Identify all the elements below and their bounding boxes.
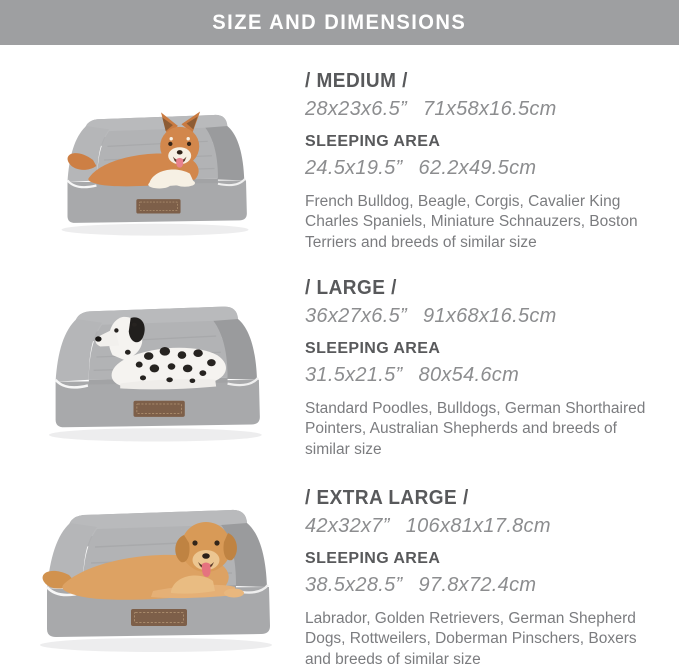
sleeping-cm: 80x54.6cm: [418, 364, 520, 386]
size-section-medium: [0, 45, 679, 250]
sleeping-inches: 24.5x19.5”: [305, 157, 403, 179]
dimensions-inches: 42x32x7”: [305, 515, 390, 537]
overall-dimensions-medium: [305, 98, 665, 121]
sleeping-dimensions-large: [305, 364, 665, 387]
shiba-on-bed-illustration: [25, 75, 280, 245]
breed-list-extra-large: Labrador, Golden Retrievers, German Shepherd Dogs, Rottweilers, Doberman Pinschers, Boxers and breeds of similar size: [305, 610, 637, 668]
extra-large-bed-photo: [0, 455, 305, 645]
page-title: SIZE AND DIMENSIONS: [212, 10, 467, 34]
large-bed-photo: [0, 250, 305, 455]
sleeping-cm: 62.2x49.5cm: [418, 157, 537, 179]
sleeping-inches: 38.5x28.5”: [305, 574, 403, 596]
sleeping-inches: 31.5x21.5”: [305, 364, 403, 386]
sleeping-cm: 97.8x72.4cm: [418, 574, 537, 596]
overall-dimensions-large: [305, 305, 665, 328]
dimensions-inches: 36x27x6.5”: [305, 305, 407, 327]
header-banner: [0, 0, 679, 45]
sleeping-area-label-extra-large: SLEEPING AREA: [305, 550, 441, 567]
dimensions-cm: 106x81x17.8cm: [405, 515, 551, 537]
brand-tag: [136, 199, 180, 213]
sleeping-dimensions-medium: [305, 157, 665, 180]
medium-size-info: [305, 45, 679, 250]
sleeping-area-label-medium: SLEEPING AREA: [305, 133, 441, 150]
size-title-medium: / MEDIUM /: [305, 70, 408, 92]
extra-large-size-info: [305, 455, 679, 668]
size-section-large: [0, 250, 679, 458]
dimensions-inches: 28x23x6.5”: [305, 98, 407, 120]
golden-retriever-on-bed-illustration: [3, 463, 303, 663]
breed-list-large: Standard Poodles, Bulldogs, German Shorthaired Pointers, Australian Shepherds and breeds of similar size: [305, 400, 646, 458]
dimensions-cm: 71x58x16.5cm: [422, 98, 557, 120]
size-section-extra-large: [0, 455, 679, 668]
medium-bed-photo: [0, 45, 305, 250]
brand-tag: [131, 609, 187, 626]
sleeping-dimensions-extra-large: [305, 574, 665, 597]
dalmatian-on-bed-illustration: [10, 262, 295, 452]
breed-list-medium: French Bulldog, Beagle, Corgis, Cavalier King Charles Spaniels, Miniature Schnauzers, Boston Terriers and breeds of similar size: [305, 193, 638, 251]
size-title-extra-large: / EXTRA LARGE /: [305, 487, 469, 509]
size-title-large: / LARGE /: [305, 277, 397, 299]
dimensions-cm: 91x68x16.5cm: [422, 305, 557, 327]
large-size-info: [305, 250, 679, 458]
sleeping-area-label-large: SLEEPING AREA: [305, 340, 441, 357]
brand-tag: [134, 401, 185, 417]
overall-dimensions-extra-large: [305, 515, 665, 538]
